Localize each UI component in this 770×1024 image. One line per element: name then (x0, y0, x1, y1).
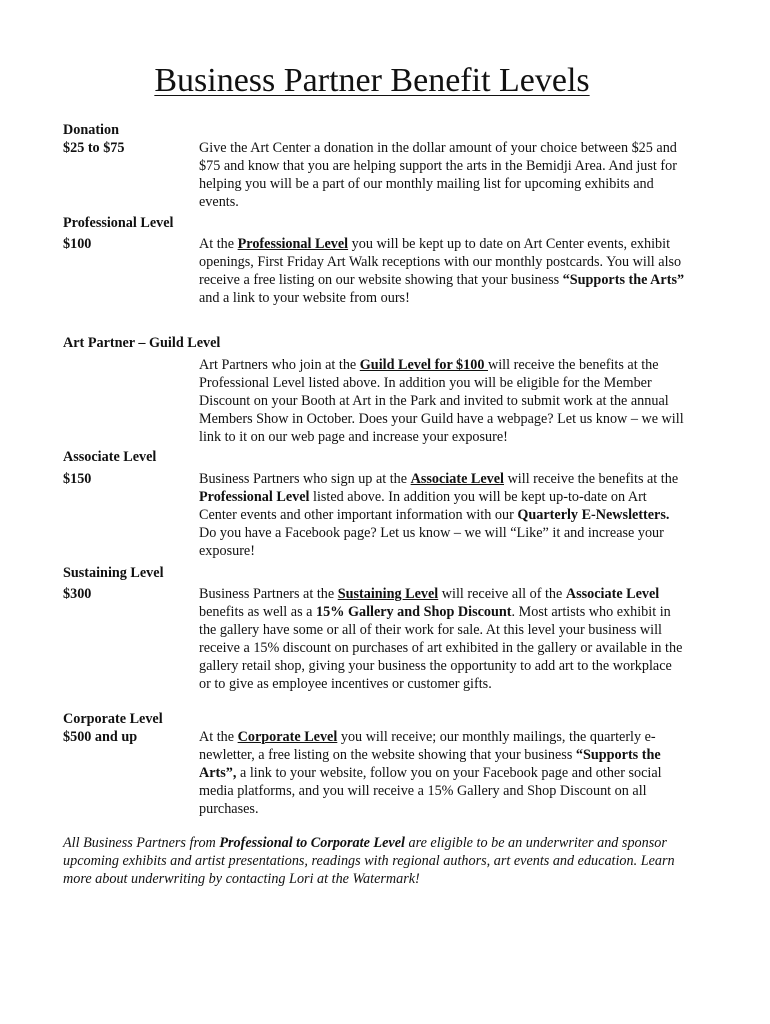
corporate-level-name: Corporate Level (63, 711, 163, 727)
corporate-description: At the Corporate Level you will receive; our monthly mailings, the quarterly e-newletter, a free listing on the website showing that your business “Supports the Arts”, a link to your website, follow you on your Facebook page and other social media platforms, and you will receive a 15% Gallery and Shop Discount on all purchases. (199, 729, 662, 817)
donation-level-price: $25 to $75 (63, 140, 125, 156)
professional-description: At the Professional Level you will be kept up to date on Art Center events, exhibit openings, First Friday Art Walk receptions with our monthly postcards. You will also receive a free listing on our website showing that your business “Supports the Arts” and a link to your website from ours! (199, 236, 685, 306)
donation-description: Give the Art Center a donation in the dollar amount of your choice between $25 and $75 and know that you are helping support the arts in the Bemidji Area. And just for helping you will be a part of our monthly mailing list for upcoming exhibits and events. (199, 140, 677, 210)
guild-description: Art Partners who join at the Guild Level for $100 will receive the benefits at the Professional Level listed above. In addition you will be eligible for the Member Discount on your Booth at Art in the Park and invited to submit work at the annual Members Show in October. Does your Guild have a webpage? Let us know – we will link to it on our web page and increase your exposure! (199, 357, 684, 445)
professional-level-name: Professional Level (63, 215, 174, 231)
corporate-level-price: $500 and up (63, 729, 138, 745)
sustaining-level-price: $300 (63, 586, 92, 602)
sustaining-level-name: Sustaining Level (63, 565, 164, 581)
associate-level-name: Associate Level (63, 449, 157, 465)
underwriter-note: All Business Partners from Professional to Corporate Level are eligible to be an underwriter and sponsor upcoming exhibits and artist presentations, readings with regional authors, art events and education. Learn more about underwriting by contacting Lori at the Watermark! (63, 835, 675, 887)
associate-description: Business Partners who sign up at the Associate Level will receive the benefits at the Professional Level listed above. In addition you will be kept up-to-date on Art Center events and other important information with our Quarterly E-Newsletters. Do you have a Facebook page? Let us know – we will “Like” it and increase your exposure! (199, 471, 679, 559)
associate-level-price: $150 (63, 471, 92, 487)
sustaining-description: Business Partners at the Sustaining Level will receive all of the Associate Level benefits as well as a 15% Gallery and Shop Discount. Most artists who exhibit in the gallery have some or all of their work for sale. At this level your business will receive a 15% discount on purchases of art exhibited in the gallery or available in the gallery retail shop, giving your business the opportunity to add art to the workplace or to give as employee incentives or customer gifts. (199, 586, 683, 692)
professional-level-price: $100 (63, 236, 92, 252)
donation-level-name: Donation (63, 122, 119, 138)
page-title: Business Partner Benefit Levels (154, 62, 590, 99)
guild-level-name: Art Partner – Guild Level (63, 335, 221, 351)
